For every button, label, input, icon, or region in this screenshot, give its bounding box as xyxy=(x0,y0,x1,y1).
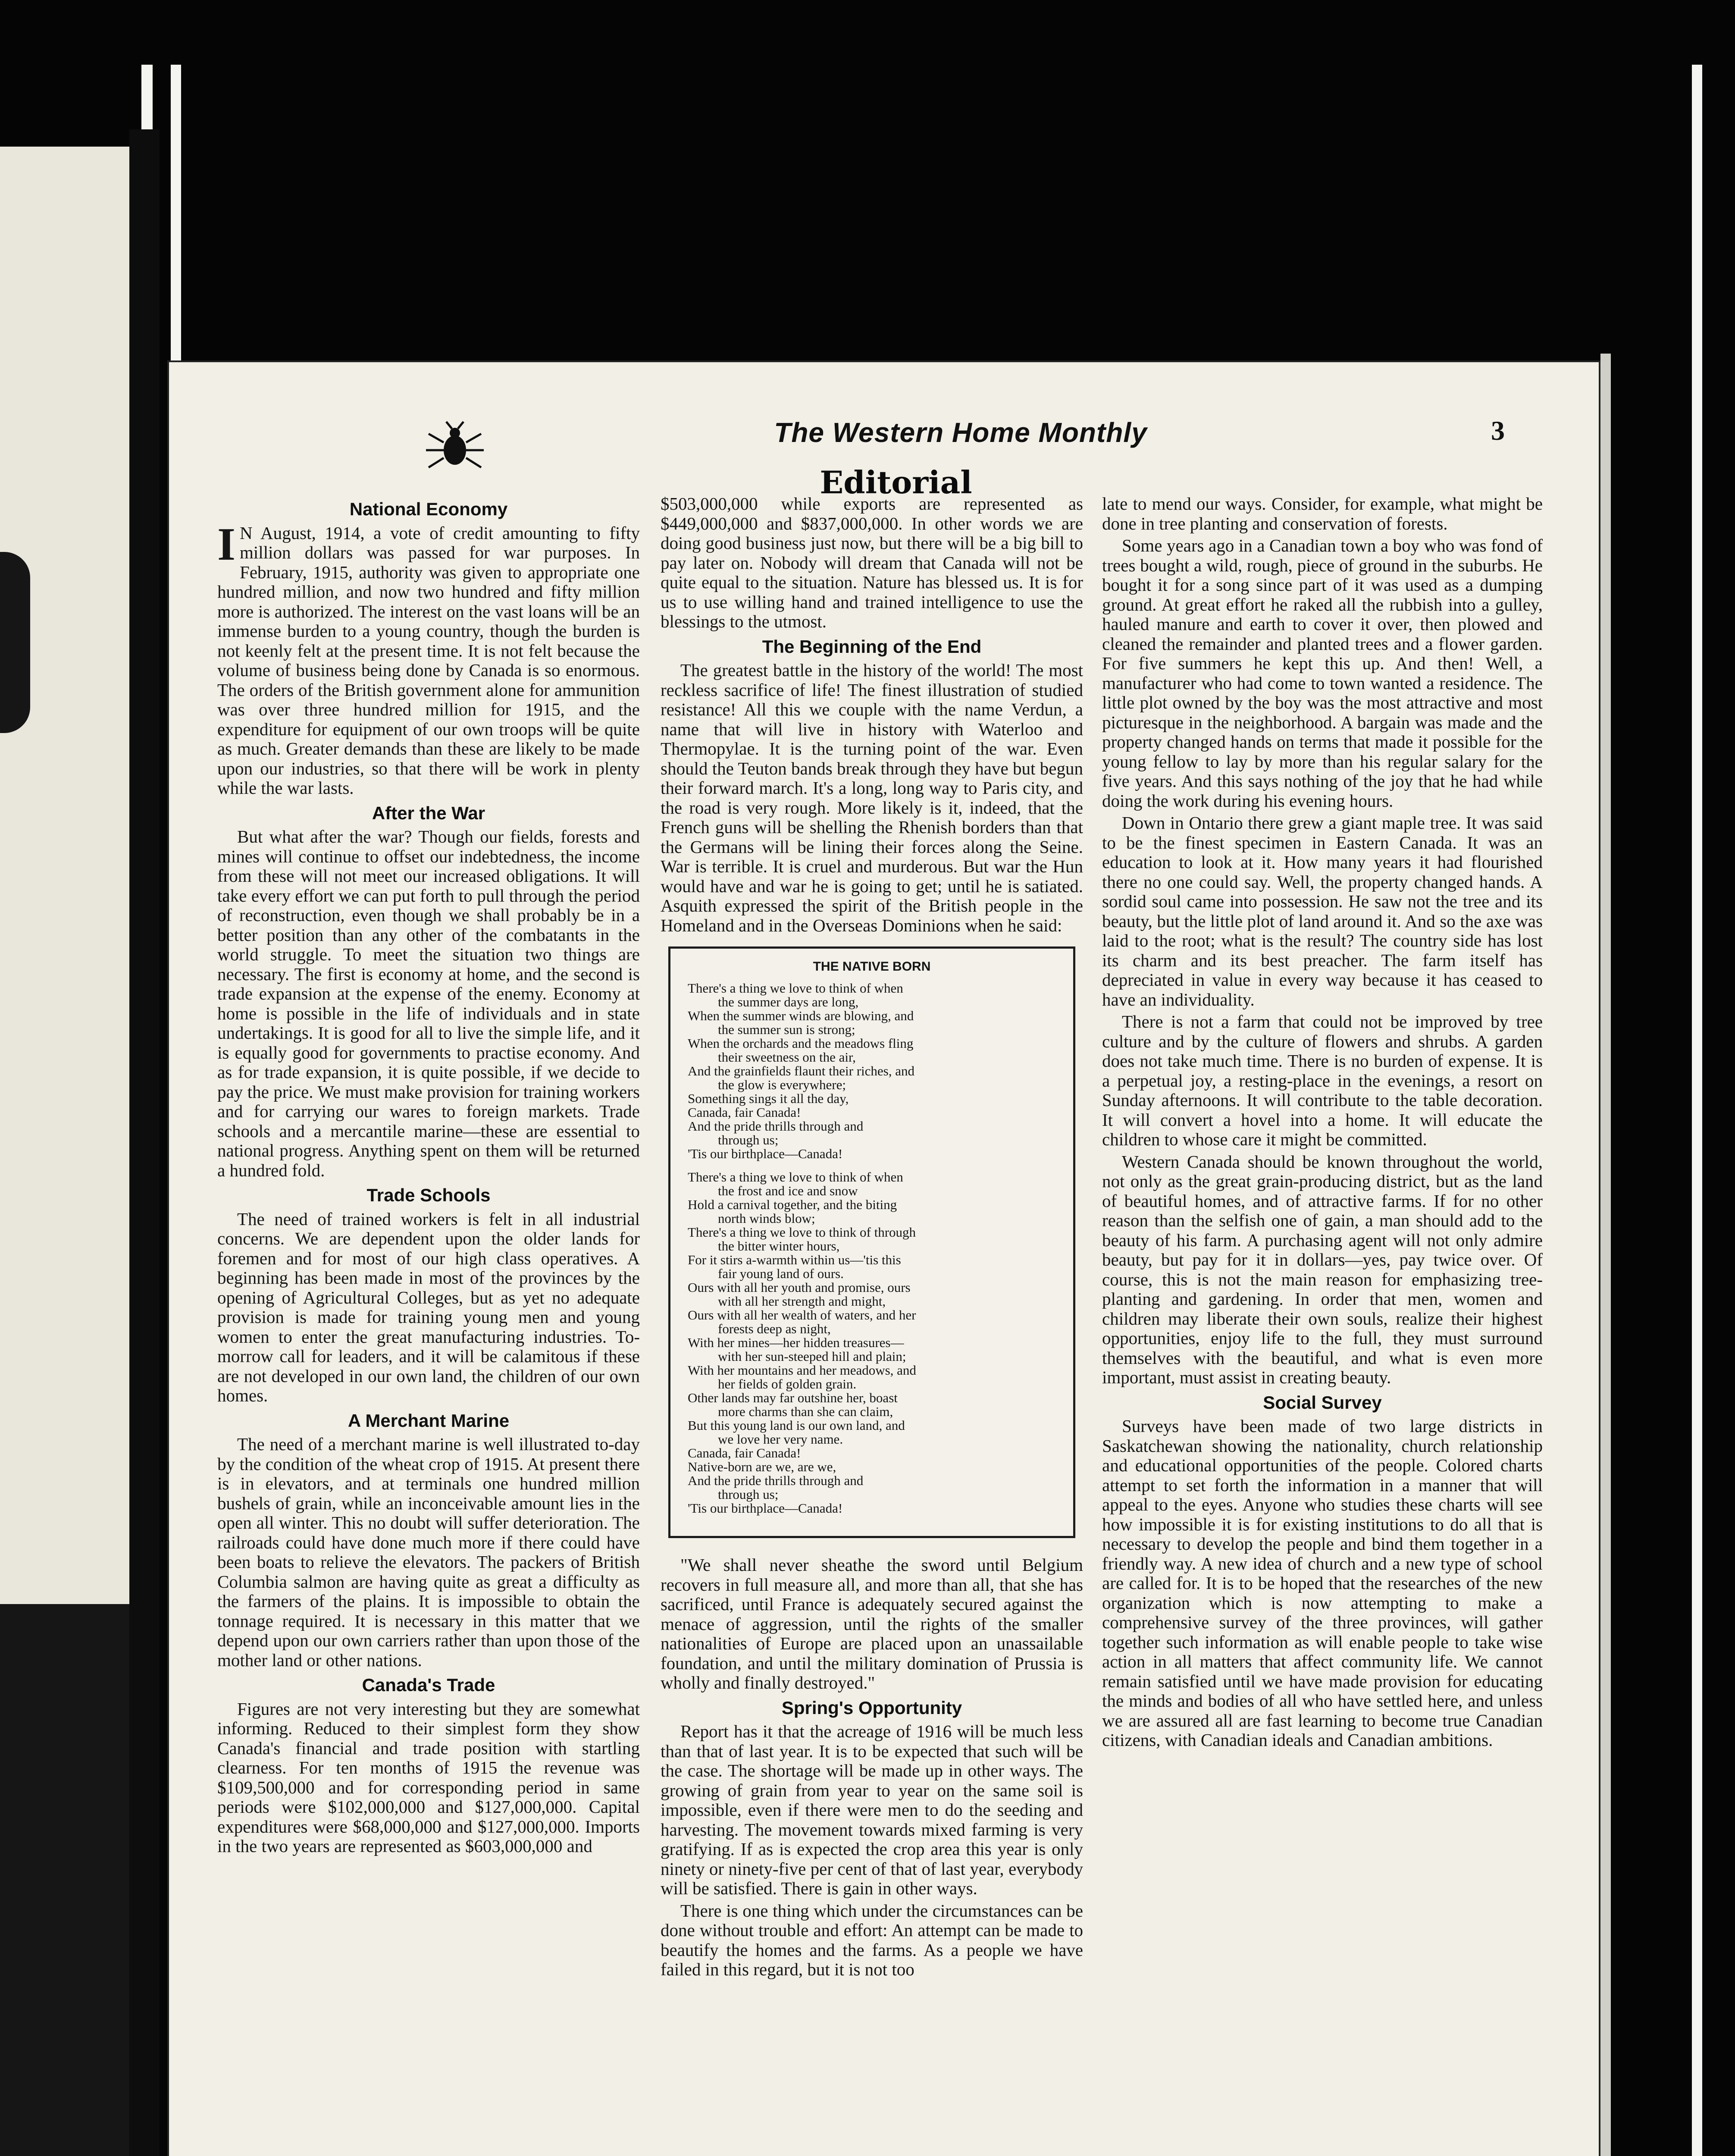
poem-line: through us; xyxy=(718,1132,779,1147)
article-paragraph: The need of a merchant marine is well illustrated to-day by the condition of the wheat crop of 1915. At present there is in elevators, and at terminals one hundred million bushels of grain, while an inconceivable amount lies in the open all winter. This no doubt will suffer deterioration. The railroads could have done much more if there could have been boats to relieve the elevators. The packers of British Columbia salmon are having quite as great a difficulty as the farmers of the plains. It is impossible to obtain the tonnage required. It is necessary in this matter that we depend upon our own carriers rather than upon those of the mother land or other nations. xyxy=(217,1434,640,1670)
poem-line: There's a thing we love to think of through xyxy=(688,1225,916,1240)
article-heading: The Beginning of the End xyxy=(762,636,982,657)
poem-line: And the pride thrills through and xyxy=(688,1119,864,1134)
article-heading: After the War xyxy=(372,802,485,823)
article-paragraph xyxy=(217,518,640,798)
column-3 xyxy=(1102,494,1543,1753)
article-heading: Canada's Trade xyxy=(362,1675,495,1695)
article-paragraph: There is not a farm that could not be improved by tree culture and by the culture of flowers and shrubs. A garden does not take much time. There is no burden of expense. It is a perpetual joy, a resting-place in the evenings, a resort on Sunday afternoons. It will contribute to the table decoration. It will convert a hovel into a home. It will educate the children to whose care it might be committed. xyxy=(1102,1012,1543,1149)
poem-line: Other lands may far outshine her, boast xyxy=(688,1390,898,1405)
article-paragraph: But what after the war? Though our fields, forests and mines will continue to offset our indebtedness, the income from these will not meet our increased obligations. It will take every effort we can put forth to pull through the period of reconstruction, even though we shall probably be in a better position than any other of the combatants in the world struggle. To meet the situation two things are necessary. The first is economy at home, and the second is trade expansion at the expense of the enemy. Economy at home is possible in the life of individuals and in state undertakings. It is good for all to live the simple life, and it is equally good for governments to practise economy. And as for trade expansion, it is quite possible, if we decide to pay the price. We must make provision for training workers and for carrying our wares to foreign markets. Trade schools and a mercantile marine—these are essential to national progress. Anything spent on them will be returned a hundred fold. xyxy=(217,827,640,1180)
page-number: 3 xyxy=(1491,415,1505,446)
article-paragraph: "We shall never sheathe the sword until Belgium recovers in full measure all, and more than all, that she has sacrificed, until France is adequately secured against the menace of aggression, until the rights of the smaller nationalities of Europe are placed upon an unassailable foundation, and until the military domination of Prussia is wholly and finally destroyed." xyxy=(661,1555,1083,1692)
magazine-title: The Western Home Monthly xyxy=(774,417,1147,448)
article-heading: National Economy xyxy=(349,499,508,519)
film-edge-bar-3 xyxy=(1692,65,1702,2156)
article-paragraph-text: N August, 1914, a vote of credit amounting to fifty million dollars was passed for war purposes. In February, 1915, authority was given to appropriate one hundred million, and now two hundred and fifty million more is authorized. The interest on the vast loans will be an immense burden to a young country, though the burden is not keenly felt at the present time. It is not felt because the volume of business being done by Canada is so enormous. The orders of the British government alone for ammunition was over three hundred million for 1915, and the expenditure for equipment of our own troops will be quite as much. Greater demands than these are likely to be made upon our industries, so that there will be work in plenty while the war lasts. xyxy=(217,523,640,798)
article-paragraph: $503,000,000 while exports are represented as $449,000,000 and $837,000,000. In other words we are doing good business just now, but there will be a big bill to pay later on. Nobody will dream that Canada will not be quite equal to the situation. Nature has blessed us. It is for us to use willing hand and trained intelligence to use the blessings to the utmost. xyxy=(661,494,1083,631)
poem-line: the summer days are long, xyxy=(718,994,859,1009)
poem-line: And the grainfields flaunt their riches, and xyxy=(688,1063,914,1078)
poem-line: with her sun-steeped hill and plain; xyxy=(718,1349,906,1364)
adjacent-page-stove-illustration xyxy=(0,1604,129,2156)
poem-line: Ours with all her wealth of waters, and her xyxy=(688,1307,916,1322)
poem-line: Ours with all her youth and promise, ours xyxy=(688,1280,911,1295)
poem-line: With her mines—her hidden treasures— xyxy=(688,1335,904,1350)
poem-line: Hold a carnival together, and the biting xyxy=(688,1197,897,1212)
poem-line: For it stirs a-warmth within us—'tis this xyxy=(688,1252,901,1267)
poem-line: more charms than she can claim, xyxy=(718,1404,893,1419)
poem-line: we love her very name. xyxy=(718,1432,843,1447)
poem-stanza xyxy=(688,1170,1056,1515)
poem-line: There's a thing we love to think of when xyxy=(688,1169,903,1185)
page-right-edge xyxy=(1600,354,1611,2156)
poem-line: Something sings it all the day, xyxy=(688,1091,849,1106)
drop-cap: I xyxy=(217,518,236,570)
section-title: Editorial xyxy=(820,464,972,501)
adjacent-page-fragment xyxy=(0,147,132,2156)
article-heading: Trade Schools xyxy=(366,1185,491,1205)
column-2 xyxy=(661,494,1083,1982)
poem-line: When the summer winds are blowing, and xyxy=(688,1008,914,1023)
poem-line: Native-born are we, are we, xyxy=(688,1459,836,1474)
article-heading: Social Survey xyxy=(1263,1392,1382,1413)
poem-line: forests deep as night, xyxy=(718,1321,831,1336)
poem-line: the frost and ice and snow xyxy=(718,1183,858,1198)
article-paragraph: The need of trained workers is felt in all industrial concerns. We are dependent upon the older lands for foremen and for most of our high class operatives. A beginning has been made in most of the provinces by the opening of Agricultural Colleges, but as yet no adequate provision is made for training young men and young women to enter the great manufacturing industries. To-morrow call for leaders, and it will be calamitous if these are not developed in our own land, the children of our own homes. xyxy=(217,1209,640,1405)
poem-line: north winds blow; xyxy=(718,1211,815,1226)
poem-box xyxy=(668,946,1075,1538)
poem-line: fair young land of ours. xyxy=(718,1266,844,1281)
poem-line: her fields of golden grain. xyxy=(718,1376,857,1391)
poem-line: their sweetness on the air, xyxy=(718,1050,856,1065)
article-paragraph: Surveys have been made of two large districts in Saskatchewan showing the nationality, church relationship and educational opportunities of the people. Colored charts attempt to set forth the information in a manner that will appeal to the eyes. Anyone who studies these charts will see how impossible it is for existing institutions to do all that is necessary to develop the people and bind them together in a friendly way. A new idea of church and a new type of school are called for. It is to be hoped that the researches of the new organization which is now attempting to make a comprehensive survey of the three provinces, will gather together such information as will enable people to take wise action in all matters that affect community life. We cannot remain satisfied until we have made provision for educating the minds and bodies of all who have settled here, and unless we are assured all are fast learning to become true Canadian citizens, with Canadian ideals and Canadian ambitions. xyxy=(1102,1416,1543,1750)
poem-stanza xyxy=(688,981,1056,1161)
poem-line: Canada, fair Canada! xyxy=(688,1445,801,1460)
page-binding-shadow xyxy=(129,129,160,2156)
poem-line: When the orchards and the meadows fling xyxy=(688,1036,914,1051)
article-paragraph: Western Canada should be known throughout the world, not only as the great grain-producing district, but as the land of beautiful homes, and of attractive farms. If for no other reason than the selfish one of gain, a man should add to the beauty of his farm. A purchasing agent will not only admire beauty, but pay for it in dollars—yes, pay twice over. Of course, this is not the main reason for emphasizing tree-planting and gardening. In order that men, women and children may liberate their own souls, realize their highest opportunities, enjoy life to the full, they must surround themselves with the beautiful, and what is even more important, must assist in creating beauty. xyxy=(1102,1151,1543,1387)
article-paragraph: Report has it that the acreage of 1916 will be much less than that of last year. It is to be expected that such will be the case. The shortage will be made up in other ways. The growing of grain from year to year on the same soil is impossible, even if there were men to do the seeding and harvesting. The movement towards mixed farming is very gratifying. If as is expected the crop area this year is only ninety or ninety-five per cent of that of last year, everybody will be satisfied. There is gain in other ways. xyxy=(661,1721,1083,1898)
article-paragraph: Down in Ontario there grew a giant maple tree. It was said to be the finest specimen in Eastern Canada. It was an education to look at it. How many years it had flourished there no one could say. Well, the property changed hands. A sordid soul came into possession. He saw not the tree and its beauty, but the little plot of land around it. And so the axe was laid to the root; what is the result? The country side has lost its charm and its best preacher. The farm itself has depreciated in value in every way because it has ceased to have an individuality. xyxy=(1102,813,1543,1009)
poem-line: the summer sun is strong; xyxy=(718,1022,855,1037)
poem-line: 'Tis our birthplace—Canada! xyxy=(688,1146,843,1161)
article-paragraph: Figures are not very interesting but they are somewhat informing. Reduced to their simplest form they show Canada's financial and trade position with startling clearness. For ten months of 1915 the revenue was $109,500,000 and for corresponding period in same periods were $102,000,000 and $127,000,000. Capital expenditures were $68,000,000 and $127,000,000. Imports in the two years are represented as $603,000,000 and xyxy=(217,1698,640,1856)
adjacent-page-ornament xyxy=(0,552,30,733)
article-heading: Spring's Opportunity xyxy=(781,1697,962,1718)
magazine-page xyxy=(167,360,1600,2156)
poem-line: With her mountains and her meadows, and xyxy=(688,1363,916,1378)
poem-title: THE NATIVE BORN xyxy=(813,959,931,974)
poem-line: the glow is everywhere; xyxy=(718,1077,846,1092)
poem-line: 'Tis our birthplace—Canada! xyxy=(688,1501,843,1516)
poem-line: through us; xyxy=(718,1487,779,1502)
column-1 xyxy=(217,494,640,1859)
poem-line: There's a thing we love to think of when xyxy=(688,981,903,996)
poem-line: And the pride thrills through and xyxy=(688,1473,864,1488)
article-paragraph: Some years ago in a Canadian town a boy who was fond of trees bought a wild, rough, piece of ground in the suburbs. He bought it for a song since part of it was used as a dumping ground. At great effort he raked all the rubbish into a gulley, hauled manure and earth to cover it over, then plowed and cleaned the remainder and planted trees and a flower garden. For five summers he kept this up. And then! Well, a manufacturer who had come to town wanted a residence. The little plot owned by the boy was the most attractive and most picturesque in the neighborhood. A bargain was made and the property changed hands on terms that made it possible for the young fellow to lay by more than his regular salary for the five years. And this says nothing of the joy that he had while doing the work during his evening hours. xyxy=(1102,536,1543,811)
poem-line: But this young land is our own land, and xyxy=(688,1418,905,1433)
article-paragraph: late to mend our ways. Consider, for example, what might be done in tree planting and conservation of forests. xyxy=(1102,494,1543,533)
poem-line: the bitter winter hours, xyxy=(718,1238,840,1253)
article-heading: A Merchant Marine xyxy=(348,1410,510,1431)
article-paragraph: There is one thing which under the circumstances can be done without trouble and effort: An attempt can be made to beautify the homes and the farms. As a people we have failed in this regard, but it is not too xyxy=(661,1900,1083,1979)
article-paragraph: The greatest battle in the history of the world! The most reckless sacrifice of life! The finest illustration of studied resistance! All this we couple with the name Verdun, a name that will live in history with Waterloo and Thermopylae. It is the turning point of the war. Even should the Teuton bands break through they have but begun their forward march. It's a long, long way to Paris city, and the road is very rough. More likely is it, indeed, that the French guns will be shelling the Rhenish borders than that the Germans will be lining their forces along the Seine. War is terrible. It is cruel and murderous. But war the Hun would have and war he is going to get; until he is satiated. Asquith expressed the spirit of the British people in the Homeland and in the Overseas Dominions when he said: xyxy=(661,660,1083,935)
poem-line: with all her strength and might, xyxy=(718,1294,886,1309)
poem-line: Canada, fair Canada! xyxy=(688,1105,801,1120)
beetle-ornament-icon xyxy=(423,421,487,473)
